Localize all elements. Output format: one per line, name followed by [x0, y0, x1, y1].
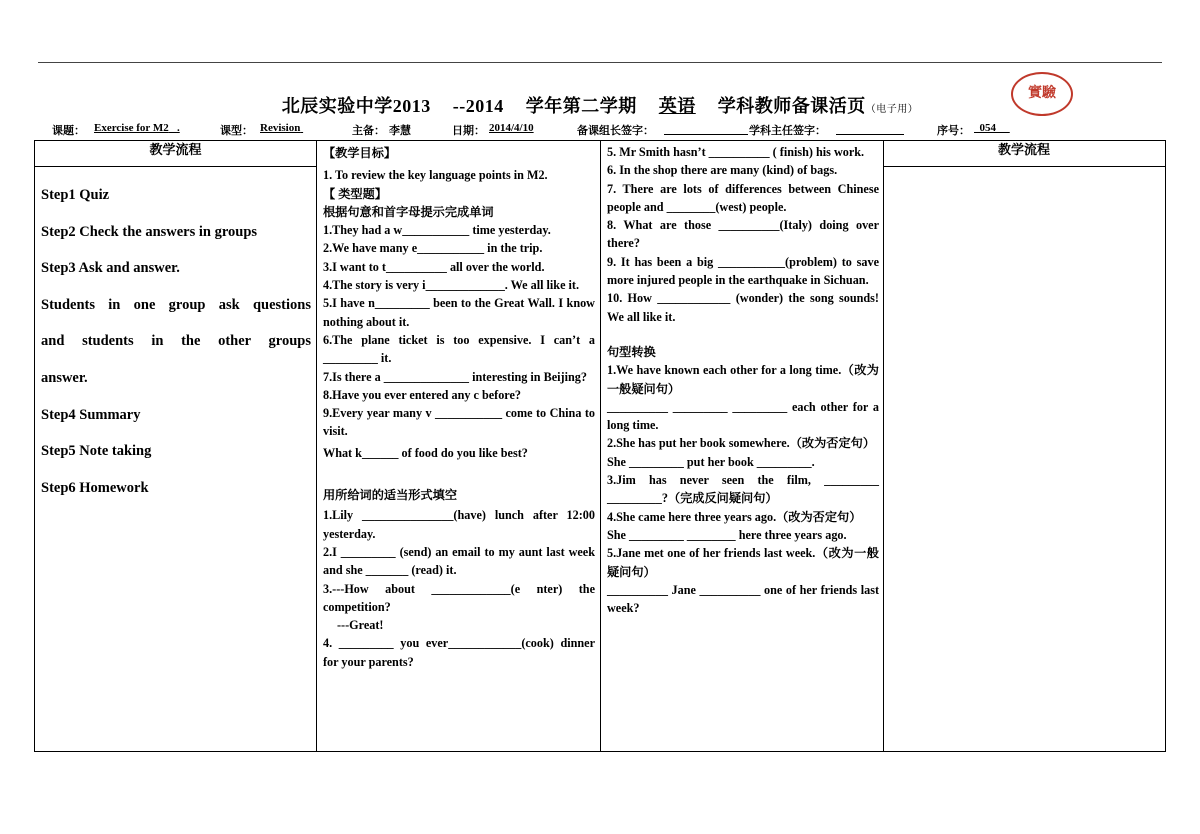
- header-rule: [35, 166, 316, 167]
- serial-label: 序号：: [937, 125, 970, 137]
- question: 3.Jim has never seen the film, _________ _________?（完成反问疑问句）: [607, 473, 879, 506]
- type-title: 【 类型题】: [323, 186, 387, 201]
- lead-label: 主备：: [352, 125, 385, 137]
- topic-dot: .: [176, 122, 180, 134]
- title-term: 学年第二学期: [525, 96, 637, 116]
- serial-value: 054: [979, 122, 996, 134]
- col1-header: 教学流程: [149, 142, 202, 157]
- question: 2.She has put her book somewhere.（改为否定句）: [607, 436, 876, 451]
- question: 8. What are those __________(Italy) doing over there?: [607, 218, 879, 251]
- question: 6.The plane ticket is too expensive. I can’t a _________ it.: [323, 332, 595, 366]
- question: 6. In the shop there are many (kind) of bags.: [607, 163, 838, 178]
- column-divider: [883, 141, 884, 751]
- goal-title: 【教学目标】: [323, 146, 397, 160]
- lesson-table: [34, 140, 1166, 752]
- topic-label: 课题：: [52, 125, 85, 137]
- title-tail: 学科教师备课活页: [717, 96, 866, 116]
- type-label: 课型：: [220, 125, 253, 137]
- question: 3.---How about _____________(e nter) the competition?: [323, 581, 595, 614]
- question: 7. There are lots of differences between Chinese people and ________(west) people.: [607, 181, 879, 214]
- goal-text: 1. To review the key language points in M2.: [323, 168, 548, 183]
- step-item: and students in the other groups: [41, 333, 311, 350]
- title-school: 北辰实验中学: [281, 96, 393, 116]
- step-item: answer.: [41, 369, 88, 386]
- top-rule: [38, 62, 1162, 63]
- type-value: Revision: [260, 122, 301, 134]
- question: 1.They had a w___________ time yesterday.: [323, 223, 551, 238]
- question: 5. Mr Smith hasn’t __________ ( finish) his work.: [607, 145, 865, 159]
- question: 5.Jane met one of her friends last week.（改为一般疑问句）: [607, 546, 879, 579]
- title-year-a: 2013: [392, 96, 431, 116]
- topic-value: Exercise for M2: [94, 122, 169, 134]
- header-rule: [883, 166, 1165, 167]
- question: 2.I _________ (send) an email to my aunt last week and she _______ (read) it.: [323, 544, 595, 578]
- question: 5.I have n_________ been to the Great Wall. I know nothing about it.: [323, 296, 595, 329]
- question: 9. It has been a big ___________(problem) to save more injured people in the earthquake in Sichuan.: [607, 254, 879, 288]
- question: 8.Have you ever entered any c before?: [323, 387, 522, 402]
- question: 1.Lily _______________(have) lunch after 12:00 yesterday.: [323, 508, 595, 541]
- title-year-b: --2014: [452, 96, 504, 116]
- teaching-steps: [41, 177, 311, 506]
- exercise-column-1: [323, 144, 595, 671]
- step-item: Step5 Note taking: [41, 443, 152, 460]
- step-item: Step3 Ask and answer.: [41, 260, 180, 277]
- question: 4.The story is very i_____________. We all like it.: [323, 278, 580, 293]
- question: 1.We have known each other for a long time.（改为一般疑问句）: [607, 363, 879, 396]
- exercise-column-2: [607, 143, 879, 617]
- date-value: 2014/4/10: [489, 122, 534, 134]
- step-item: Step4 Summary: [41, 406, 141, 423]
- column-divider: [316, 141, 317, 751]
- answer-line: She _________ put her book _________.: [607, 454, 815, 469]
- lead-value: 李慧: [389, 125, 411, 137]
- date-label: 日期：: [452, 125, 485, 137]
- instruction: 根据句意和首字母提示完成单词: [323, 204, 494, 219]
- question: ---Great!: [337, 618, 384, 633]
- question: 10. How ____________ (wonder) the song sounds! We all like it.: [607, 291, 879, 324]
- answer-line: __________ Jane __________ one of her friends last week?: [607, 582, 879, 616]
- question: 7.Is there a ______________ interesting in Beijing?: [323, 369, 587, 384]
- director-sign-line: [836, 122, 904, 138]
- instruction: 句型转换: [607, 344, 656, 359]
- group-sign-line: [664, 122, 748, 138]
- step-item: Step2 Check the answers in groups: [41, 223, 258, 240]
- step-item: Step1 Quiz: [41, 187, 110, 203]
- school-seal-stamp: 實驗: [1011, 72, 1073, 116]
- director-sign-label: 学科主任签字：: [749, 125, 826, 137]
- step-item: Students in one group ask questions: [41, 296, 311, 313]
- question: 9.Every year many v ___________ come to China to visit.: [323, 406, 595, 439]
- question: 4. _________ you ever____________(cook) dinner for your parents?: [323, 636, 595, 669]
- instruction: 用所给词的适当形式填空: [323, 488, 458, 503]
- question: 3.I want to t__________ all over the world.: [323, 259, 545, 274]
- answer-line: She _________ ________ here three years ago.: [607, 527, 847, 542]
- answer-line: __________ _________ _________ each other for a long time.: [607, 399, 879, 433]
- col4-header: 教学流程: [997, 142, 1050, 157]
- column-divider: [600, 141, 601, 751]
- question: 2.We have many e___________ in the trip.: [323, 241, 543, 256]
- step-item: Step6 Homework: [41, 479, 149, 496]
- title-subject: 英语: [658, 96, 696, 116]
- title-note: （电子用）: [865, 104, 919, 115]
- group-sign-label: 备课组长签字：: [577, 125, 654, 137]
- question: 4.She came here three years ago.（改为否定句）: [607, 509, 862, 524]
- question: What k______ of food do you like best?: [323, 445, 528, 460]
